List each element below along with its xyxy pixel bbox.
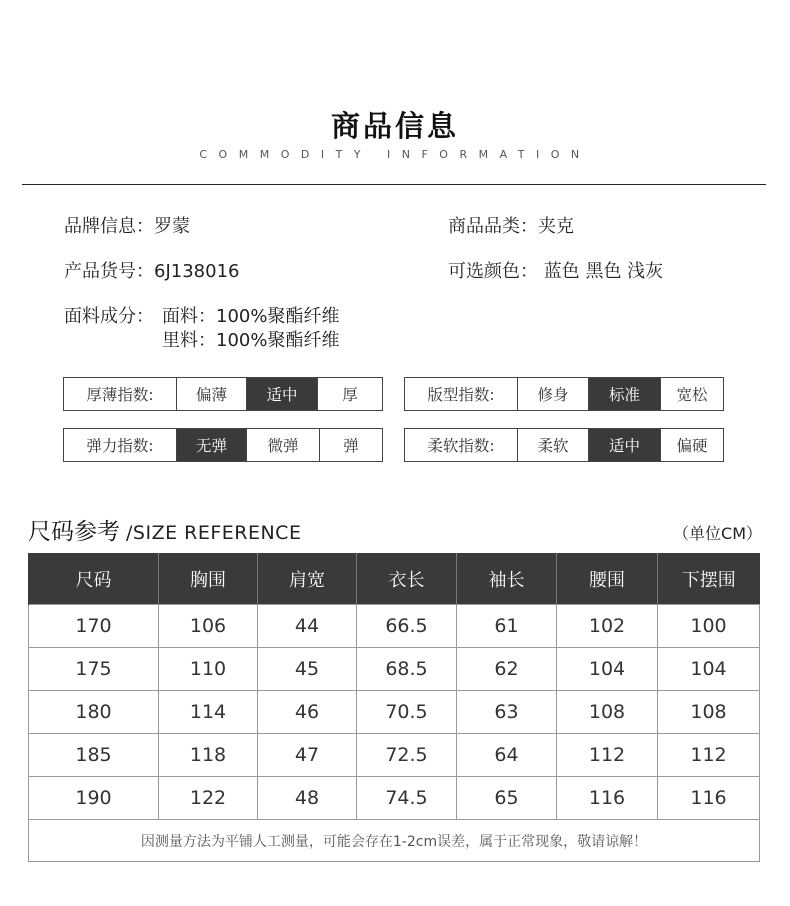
index-option: 柔软 <box>517 429 588 461</box>
table-cell: 70.5 <box>357 691 457 734</box>
table-note-row <box>29 820 760 862</box>
category-info: 商品品类：夹克 <box>448 216 574 237</box>
table-cell: 118 <box>159 734 258 777</box>
table-cell: 47 <box>258 734 357 777</box>
table-cell: 66.5 <box>357 605 457 648</box>
table-cell: 112 <box>557 734 658 777</box>
table-cell: 114 <box>159 691 258 734</box>
index-label: 柔软指数: <box>427 437 495 455</box>
size-reference-title: 尺码参考 <box>28 519 120 545</box>
table-cell: 122 <box>159 777 258 820</box>
size-table <box>28 553 760 862</box>
column-header: 肩宽 <box>258 553 357 605</box>
column-header: 下摆围 <box>658 553 760 605</box>
table-cell: 61 <box>457 605 557 648</box>
table-cell: 100 <box>658 605 760 648</box>
table-cell: 175 <box>29 648 159 691</box>
index-option: 宽松 <box>660 378 723 410</box>
table-cell: 185 <box>29 734 159 777</box>
table-cell: 44 <box>258 605 357 648</box>
table-cell: 112 <box>658 734 760 777</box>
table-cell: 65 <box>457 777 557 820</box>
fabric-label: 面料成分： <box>64 306 154 327</box>
index-option: 厚 <box>317 378 382 410</box>
fit-index <box>404 377 724 411</box>
thickness-index <box>63 377 383 411</box>
table-cell: 104 <box>557 648 658 691</box>
table-row <box>29 648 760 691</box>
index-option: 修身 <box>517 378 588 410</box>
table-row <box>29 734 760 777</box>
table-cell: 104 <box>658 648 760 691</box>
elasticity-index <box>63 428 383 462</box>
fabric-outer: 面料：100%聚酯纤维 <box>162 306 340 327</box>
index-option: 偏硬 <box>660 429 723 461</box>
table-cell: 72.5 <box>357 734 457 777</box>
index-option: 标准 <box>588 378 660 410</box>
table-cell: 180 <box>29 691 159 734</box>
column-header: 腰围 <box>557 553 658 605</box>
table-cell: 45 <box>258 648 357 691</box>
table-cell: 110 <box>159 648 258 691</box>
size-reference-title-en: /SIZE REFERENCE <box>126 522 302 544</box>
colors-info: 可选颜色： 蓝色 黑色 浅灰 <box>448 261 664 282</box>
index-option: 适中 <box>588 429 660 461</box>
column-header: 尺码 <box>29 553 159 605</box>
fabric-lining: 里料：100%聚酯纤维 <box>162 330 340 351</box>
table-cell: 68.5 <box>357 648 457 691</box>
table-cell: 74.5 <box>357 777 457 820</box>
index-option: 适中 <box>246 378 317 410</box>
index-option: 无弹 <box>176 429 246 461</box>
index-label: 弹力指数: <box>86 437 154 455</box>
table-cell: 108 <box>658 691 760 734</box>
divider <box>22 184 766 185</box>
table-cell: 170 <box>29 605 159 648</box>
unit-label: （单位CM） <box>673 524 762 543</box>
item-number-info: 产品货号：6J138016 <box>64 261 240 282</box>
index-option: 弹 <box>319 429 382 461</box>
table-cell: 48 <box>258 777 357 820</box>
page-title: 商品信息 <box>330 109 459 143</box>
index-option: 微弹 <box>246 429 319 461</box>
table-cell: 116 <box>658 777 760 820</box>
table-cell: 63 <box>457 691 557 734</box>
table-header-row <box>29 553 760 605</box>
table-cell: 106 <box>159 605 258 648</box>
table-cell: 108 <box>557 691 658 734</box>
table-row <box>29 605 760 648</box>
softness-index <box>404 428 724 462</box>
index-label: 厚薄指数: <box>86 386 154 404</box>
table-cell: 64 <box>457 734 557 777</box>
index-label: 版型指数: <box>427 386 495 404</box>
column-header: 衣长 <box>357 553 457 605</box>
measurement-note: 因测量方法为平铺人工测量，可能会存在1-2cm误差，属于正常现象，敬请谅解！ <box>29 820 760 862</box>
table-cell: 116 <box>557 777 658 820</box>
table-row <box>29 691 760 734</box>
table-cell: 62 <box>457 648 557 691</box>
table-cell: 190 <box>29 777 159 820</box>
column-header: 袖长 <box>457 553 557 605</box>
index-option: 偏薄 <box>176 378 246 410</box>
page-subtitle: COMMODITY INFORMATION <box>199 148 591 161</box>
size-reference-heading <box>28 513 301 546</box>
brand-info: 品牌信息：罗蒙 <box>64 216 190 237</box>
table-row <box>29 777 760 820</box>
column-header: 胸围 <box>159 553 258 605</box>
table-cell: 46 <box>258 691 357 734</box>
table-cell: 102 <box>557 605 658 648</box>
